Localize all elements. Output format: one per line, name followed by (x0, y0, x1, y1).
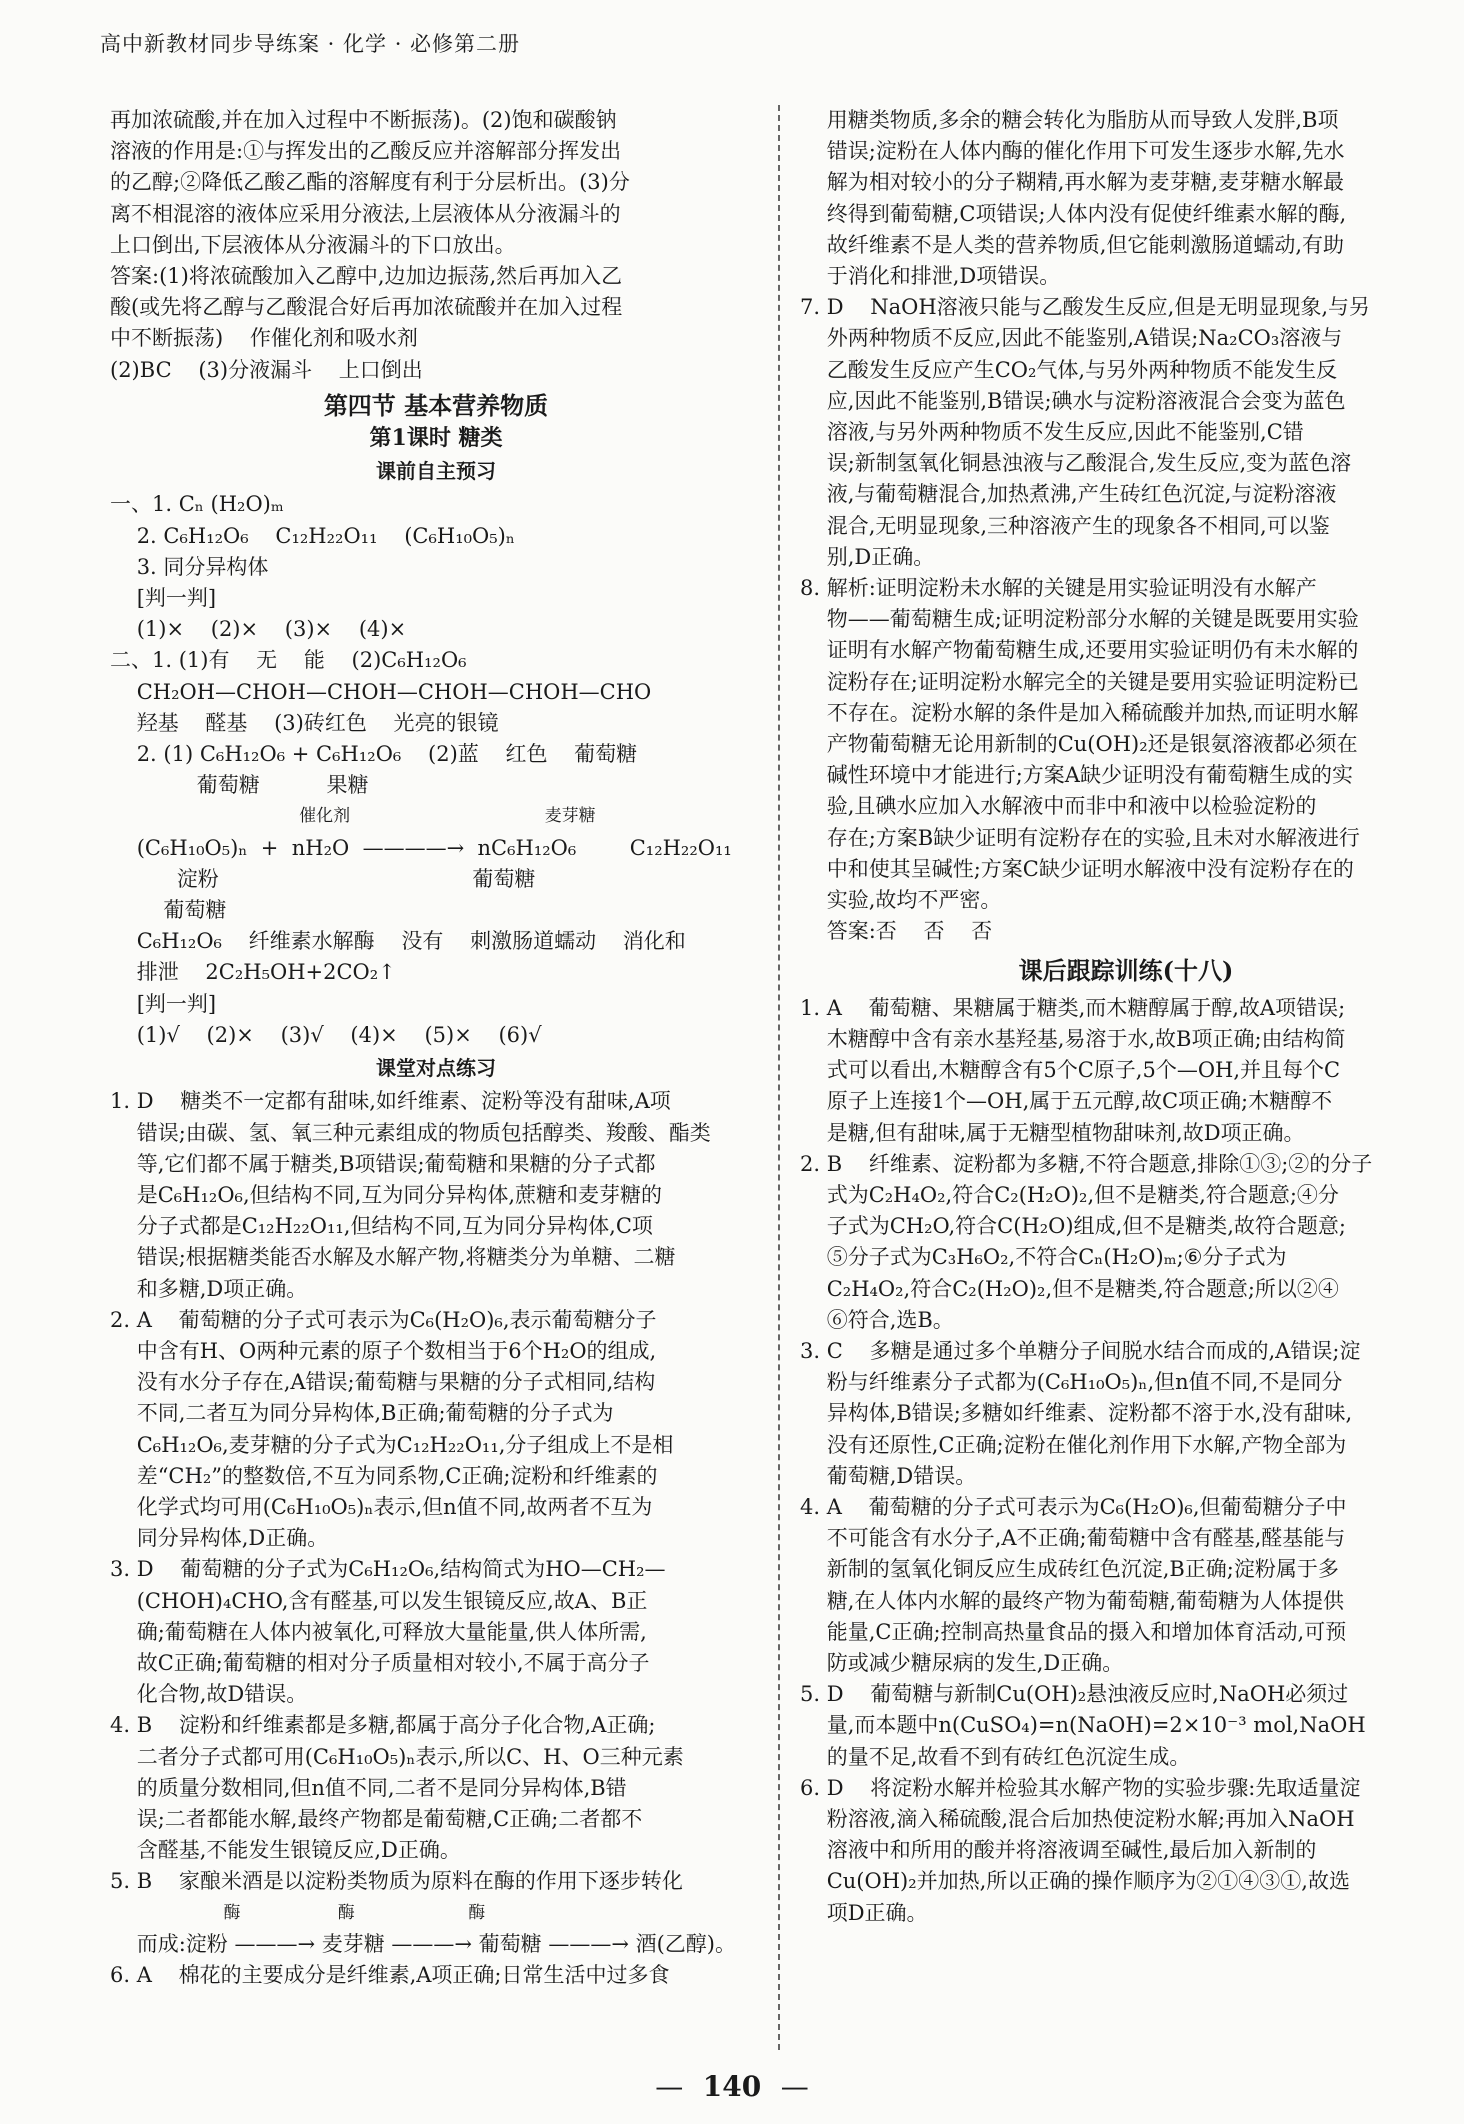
text-line: 葡萄糖 果糖 (110, 773, 369, 798)
text-line: (CHOH)₄CHO,含有醛基,可以发生银镜反应,故A、B正 (110, 1588, 648, 1613)
text-line: 7. D NaOH溶液只能与乙酸发生反应,但是无明显现象,与另 (800, 295, 1371, 320)
text-line: 离不相混溶的液体应采用分液法,上层液体从分液漏斗的 (110, 201, 621, 226)
text-line: 能量,C正确;控制高热量食品的摄入和增加体育活动,可预 (800, 1619, 1347, 1644)
text-line: 化学式均可用(C₆H₁₀O₅)ₙ表示,但n值不同,故两者不互为 (110, 1494, 653, 1519)
text-line: 的乙醇;②降低乙酸乙酯的溶解度有利于分层析出。(3)分 (110, 170, 630, 195)
text-line: 中不断振荡) 作催化剂和吸水剂 (110, 326, 418, 351)
text-line: ⑥符合,选B。 (800, 1307, 954, 1332)
text-line: 没有水分子存在,A错误;葡萄糖与果糖的分子式相同,结构 (110, 1370, 656, 1395)
text-line: 防或减少糖尿病的发生,D正确。 (800, 1650, 1124, 1675)
text-line: 差“CH₂”的整数倍,不互为同系物,C正确;淀粉和纤维素的 (110, 1463, 658, 1488)
text-line: CH₂OH—CHOH—CHOH—CHOH—CHOH—CHO (110, 679, 652, 704)
text-line: 再加浓硫酸,并在加入过程中不断振荡)。(2)饱和碳酸钠 (110, 108, 617, 132)
text-line: 子式为CH₂O,符合C(H₂O)组成,但不是糖类,故符合题意; (800, 1214, 1346, 1239)
text-line: 4. B 淀粉和纤维素都是多糖,都属于高分子化合物,A正确; (110, 1713, 656, 1738)
left-column (110, 105, 762, 1991)
text-line: C₆H₁₂O₆ 纤维素水解酶 没有 刺激肠道蠕动 消化和 (110, 929, 686, 954)
text-line: 含醛基,不能发生银镜反应,D正确。 (110, 1838, 461, 1863)
text-line: 淀粉存在;证明淀粉水解完全的关键是要用实验证明淀粉已 (800, 669, 1359, 694)
text-line: C₆H₁₂O₆,麦芽糖的分子式为C₁₂H₂₂O₁₁,分子组成上不是相 (110, 1432, 674, 1457)
text-line: 羟基 醛基 (3)砖红色 光亮的银镜 (110, 710, 499, 735)
text-line: [判一判] (110, 991, 217, 1016)
text-line: 1. D 糖类不一定都有甜味,如纤维素、淀粉等没有甜味,A项 (110, 1089, 671, 1114)
text-line: 6. A 棉花的主要成分是纤维素,A项正确;日常生活中过多食 (110, 1962, 670, 1987)
text-line: 排泄 2C₂H₅OH+2CO₂↑ (110, 960, 396, 985)
text-line: 而成:淀粉 ———→ 麦芽糖 ———→ 葡萄糖 ———→ 酒(乙醇)。 (110, 1931, 736, 1956)
text-line: 错误;淀粉在人体内酶的催化作用下可发生逐步水解,先水 (800, 139, 1345, 164)
text-line: 催化剂 麦芽糖 (110, 806, 596, 827)
text-line: 原子上连接1个—OH,属于五元醇,故C项正确;木糖醇不 (800, 1089, 1333, 1114)
text-line: 不同,二者互为同分异构体,B正确;葡萄糖的分子式为 (110, 1401, 614, 1426)
text-line: 没有还原性,C正确;淀粉在催化剂作用下水解,产物全部为 (800, 1432, 1347, 1457)
section-heading: 第1课时 糖类 (369, 425, 503, 452)
text-line: 是C₆H₁₂O₆,但结构不同,互为同分异构体,蔗糖和麦芽糖的 (110, 1182, 662, 1207)
text-line: 应,因此不能鉴别,B错误;碘水与淀粉溶液混合会变为蓝色 (800, 388, 1346, 413)
section-heading: 第四节 基本营养物质 (323, 390, 549, 420)
text-line: 2. A 葡萄糖的分子式可表示为C₆(H₂O)₆,表示葡萄糖分子 (110, 1307, 657, 1332)
text-line: 粉溶液,滴入稀硫酸,混合后加热使淀粉水解;再加入NaOH (800, 1806, 1355, 1831)
text-line: 溶液的作用是:①与挥发出的乙酸反应并溶解部分挥发出 (110, 139, 622, 164)
text-line: 一、1. Cₙ (H₂O)ₘ (110, 492, 284, 517)
text-line: 2. B 纤维素、淀粉都为多糖,不符合题意,排除①③;②的分子 (800, 1151, 1373, 1176)
text-line: 别,D正确。 (800, 544, 935, 569)
text-line: 酶 酶 酶 (110, 1902, 486, 1923)
text-line: (2)BC (3)分液漏斗 上口倒出 (110, 357, 423, 382)
text-line: 二、1. (1)有 无 能 (2)C₆H₁₂O₆ (110, 648, 467, 673)
text-line: 溶液中和所用的酸并将溶液调至碱性,最后加入新制的 (800, 1838, 1317, 1863)
text-line: 故C正确;葡萄糖的相对分子质量相对较小,不属于高分子 (110, 1650, 650, 1675)
text-line: 不可能含有水分子,A不正确;葡萄糖中含有醛基,醛基能与 (800, 1526, 1346, 1551)
text-line: 式为C₂H₄O₂,符合C₂(H₂O)₂,但不是糖类,符合题意;④分 (800, 1182, 1339, 1207)
text-line: 解为相对较小的分子糊精,再水解为麦芽糖,麦芽糖水解最 (800, 170, 1345, 195)
text-line: 的质量分数相同,但n值不同,二者不是同分异构体,B错 (110, 1775, 627, 1800)
text-line: 木糖醇中含有亲水基羟基,易溶于水,故B项正确;由结构简 (800, 1026, 1346, 1051)
text-line: 于消化和排泄,D项错误。 (800, 264, 1061, 289)
section-heading: 课前自主预习 (376, 459, 496, 484)
text-line: 产物葡萄糖无论用新制的Cu(OH)₂还是银氨溶液都必须在 (800, 732, 1358, 757)
text-line: 项D正确。 (800, 1900, 928, 1925)
text-line: (1)× (2)× (3)× (4)× (110, 617, 407, 642)
text-line: 5. B 家酿米酒是以淀粉类物质为原料在酶的作用下逐步转化 (110, 1869, 683, 1894)
text-line: 实验,故均不严密。 (800, 888, 1002, 913)
text-line: 量,而本题中n(CuSO₄)=n(NaOH)=2×10⁻³ mol,NaOH (800, 1713, 1366, 1738)
text-line: ⑤分子式为C₃H₆O₂,不符合Cₙ(H₂O)ₘ;⑥分子式为 (800, 1245, 1287, 1270)
text-line: 同分异构体,D正确。 (110, 1526, 329, 1551)
text-line: 答案:否 否 否 (800, 919, 993, 944)
text-line: 是糖,但有甜味,属于无糖型植物甜味剂,故D项正确。 (800, 1120, 1305, 1145)
text-line: 1. A 葡萄糖、果糖属于糖类,而木糖醇属于醇,故A项错误; (800, 995, 1346, 1020)
text-line: 物——葡萄糖生成;证明淀粉部分水解的关键是既要用实验 (800, 607, 1359, 632)
text-line: 2. C₆H₁₂O₆ C₁₂H₂₂O₁₁ (C₆H₁₀O₅)ₙ (110, 523, 515, 548)
footer-dash-right: — (780, 2070, 809, 2103)
section-heading: 课堂对点练习 (376, 1056, 496, 1081)
right-column (800, 105, 1452, 1929)
text-line: 和多糖,D项正确。 (110, 1276, 308, 1301)
running-header: 高中新教材同步导练案 · 化学 · 必修第二册 (100, 32, 521, 56)
page-number: 140 (702, 2070, 762, 2103)
text-line: 液,与葡萄糖混合,加热煮沸,产生砖红色沉淀,与淀粉溶液 (800, 482, 1337, 507)
text-line: 故纤维素不是人类的营养物质,但它能刺激肠道蠕动,有助 (800, 232, 1345, 257)
text-line: 证明有水解产物葡萄糖生成,还要用实验证明仍有未水解的 (800, 638, 1359, 663)
text-line: 乙酸发生反应产生CO₂气体,与另外两种物质不能发生反 (800, 357, 1338, 382)
text-line: 确;葡萄糖在人体内被氧化,可释放大量能量,供人体所需, (110, 1619, 647, 1644)
text-line: 3. C 多糖是通过多个单糖分子间脱水结合而成的,A错误;淀 (800, 1338, 1361, 1363)
text-line: (C₆H₁₀O₅)ₙ + nH₂O ————→ nC₆H₁₂O₆ C₁₂H₂₂O₁₁ (110, 835, 732, 860)
text-line: 糖,在人体内水解的最终产物为葡萄糖,葡萄糖为人体提供 (800, 1588, 1345, 1613)
text-line: 葡萄糖 (110, 898, 227, 923)
text-line: 误;新制氢氧化铜悬浊液与乙酸混合,发生反应,变为蓝色溶 (800, 451, 1352, 476)
text-line: 终得到葡萄糖,C项错误;人体内没有促使纤维素水解的酶, (800, 201, 1347, 226)
text-line: 不存在。淀粉水解的条件是加入稀硫酸并加热,而证明水解 (800, 700, 1359, 725)
text-line: 8. 解析:证明淀粉未水解的关键是用实验证明没有水解产 (800, 576, 1317, 601)
text-line: 6. D 将淀粉水解并检验其水解产物的实验步骤:先取适量淀 (800, 1775, 1361, 1800)
text-line: 存在;方案B缺少证明有淀粉存在的实验,且未对水解液进行 (800, 825, 1360, 850)
text-line: 化合物,故D错误。 (110, 1682, 308, 1707)
text-line: 淀粉 葡萄糖 (110, 866, 536, 891)
text-line: 酸(或先将乙醇与乙酸混合好后再加浓硫酸并在加入过程 (110, 295, 623, 320)
text-line: [判一判] (110, 586, 217, 611)
text-line: 碱性环境中才能进行;方案A缺少证明没有葡萄糖生成的实 (800, 763, 1353, 788)
text-line: 答案:(1)将浓硫酸加入乙醇中,边加边振荡,然后再加入乙 (110, 264, 623, 289)
text-line: 5. D 葡萄糖与新制Cu(OH)₂悬浊液反应时,NaOH必须过 (800, 1682, 1349, 1707)
text-line: 外两种物质不反应,因此不能鉴别,A错误;Na₂CO₃溶液与 (800, 326, 1343, 351)
text-line: (1)√ (2)× (3)√ (4)× (5)× (6)√ (110, 1022, 542, 1047)
text-line: 新制的氢氧化铜反应生成砖红色沉淀,B正确;淀粉属于多 (800, 1557, 1339, 1582)
text-line: 4. A 葡萄糖的分子式可表示为C₆(H₂O)₆,但葡萄糖分子中 (800, 1494, 1347, 1519)
text-line: 2. (1) C₆H₁₂O₆ + C₆H₁₂O₆ (2)蓝 红色 葡萄糖 (110, 742, 638, 767)
footer-dash-left: — (655, 2070, 684, 2103)
text-line: Cu(OH)₂并加热,所以正确的操作顺序为②①④③①,故选 (800, 1869, 1350, 1894)
text-line: 等,它们都不属于糖类,B项错误;葡萄糖和果糖的分子式都 (110, 1151, 656, 1176)
text-line: 溶液,与另外两种物质不发生反应,因此不能鉴别,C错 (800, 420, 1304, 445)
text-line: 异构体,B错误;多糖如纤维素、淀粉都不溶于水,没有甜味, (800, 1401, 1353, 1426)
text-line: 错误;由碳、氢、氧三种元素组成的物质包括醇类、羧酸、酯类 (110, 1120, 711, 1145)
text-line: 的量不足,故看不到有砖红色沉淀生成。 (800, 1744, 1191, 1769)
text-line: 分子式都是C₁₂H₂₂O₁₁,但结构不同,互为同分异构体,C项 (110, 1214, 653, 1239)
text-line: C₂H₄O₂,符合C₂(H₂O)₂,但不是糖类,符合题意;所以②④ (800, 1276, 1339, 1301)
text-line: 3. 同分异构体 (110, 554, 269, 579)
text-line: 葡萄糖,D错误。 (800, 1463, 977, 1488)
text-line: 用糖类物质,多余的糖会转化为脂肪从而导致人发胖,B项 (800, 108, 1339, 132)
text-line: 上口倒出,下层液体从分液漏斗的下口放出。 (110, 232, 516, 257)
text-line: 混合,无明显现象,三种溶液产生的现象各不相同,可以鉴 (800, 513, 1330, 538)
text-line: 3. D 葡萄糖的分子式为C₆H₁₂O₆,结构简式为HO—CH₂— (110, 1557, 666, 1582)
text-line: 粉与纤维素分子式都为(C₆H₁₀O₅)ₙ,但n值不同,不是同分 (800, 1370, 1343, 1395)
text-line: 式可以看出,木糖醇含有5个C原子,5个—OH,并且每个C (800, 1058, 1341, 1083)
text-line: 误;二者都能水解,最终产物都是葡萄糖,C正确;二者都不 (110, 1806, 643, 1831)
text-line: 验,且碘水应加入水解液中而非中和液中以检验淀粉的 (800, 794, 1317, 819)
text-line: 错误;根据糖类能否水解及水解产物,将糖类分为单糖、二糖 (110, 1245, 676, 1270)
text-line: 中和使其呈碱性;方案C缺少证明水解液中没有淀粉存在的 (800, 856, 1354, 881)
text-line: 中含有H、O两种元素的原子个数相当于6个H₂O的组成, (110, 1338, 657, 1363)
text-line: 二者分子式都可用(C₆H₁₀O₅)ₙ表示,所以C、H、O三种元素 (110, 1744, 684, 1769)
page-footer (0, 2070, 1464, 2103)
section-heading: 课后跟踪训练(十八) (1018, 956, 1234, 986)
column-divider (778, 105, 780, 2050)
